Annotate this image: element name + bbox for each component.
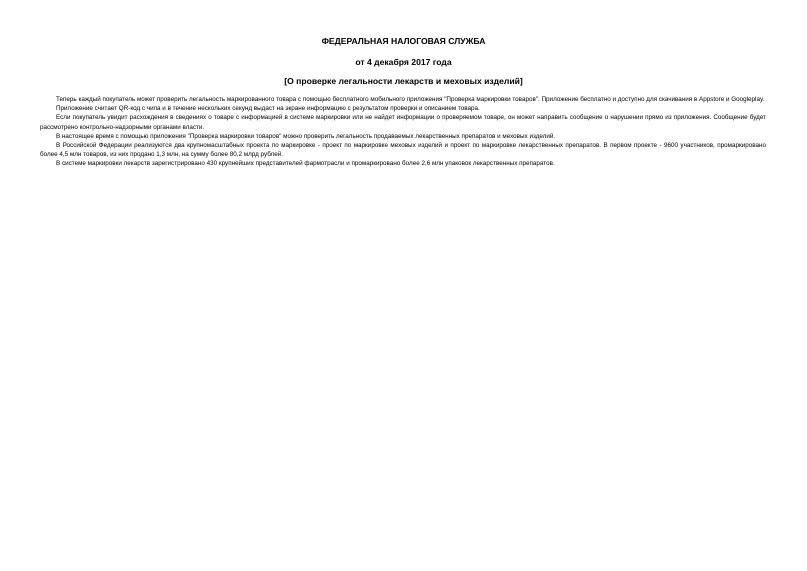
- paragraph: В Российской Федерации реализуются два крупномасштабных проекта по маркировке - проект по маркировке меховых изделий и проект по маркировке лекарственных препаратов. В первом проекте - 9600 участников, промаркировано более 4,5 млн товаров, из них продано 1,3 млн, на сумму более 80,2 млрд рублей.: [40, 142, 766, 159]
- paragraph: Если покупатель увидит расхождения в сведениях о товаре с информацией в системе маркировки или не найдет информации о проверяемом товаре, он может направить сообщение о нарушении прямо из приложения. Сообщение будет рассмотрено контрольно-надзорными органами власти.: [40, 114, 766, 131]
- paragraph: Теперь каждый покупатель может проверить легальность маркированного товара с помощью бесплатного мобильного приложения "Проверка маркировки товаров". Приложение бесплатно и доступно для скачивания в Appstore и Googleplay.: [56, 96, 765, 103]
- document-body: [40, 95, 766, 169]
- paragraph: В настоящее время с помощью приложения "Проверка маркировки товаров" можно проверить легальность продаваемых лекарственных препаратов и меховых изделий.: [56, 132, 556, 140]
- agency-heading: ФЕДЕРАЛЬНАЯ НАЛОГОВАЯ СЛУЖБА: [321, 36, 486, 46]
- document-title: [О проверке легальности лекарств и меховых изделий]: [284, 76, 523, 86]
- paragraph: Приложение считает QR-код с чипа и в течение нескольких секунд выдаст на экране информацию с результатом проверки и описанием товара.: [56, 105, 480, 113]
- document-date: от 4 декабря 2017 года: [355, 57, 452, 67]
- paragraph: В системе маркировки лекарств зарегистрировано 430 крупнейших представителей фармотрасли и промаркировано более 2,6 млн упаковок лекарственных препаратов.: [56, 160, 555, 168]
